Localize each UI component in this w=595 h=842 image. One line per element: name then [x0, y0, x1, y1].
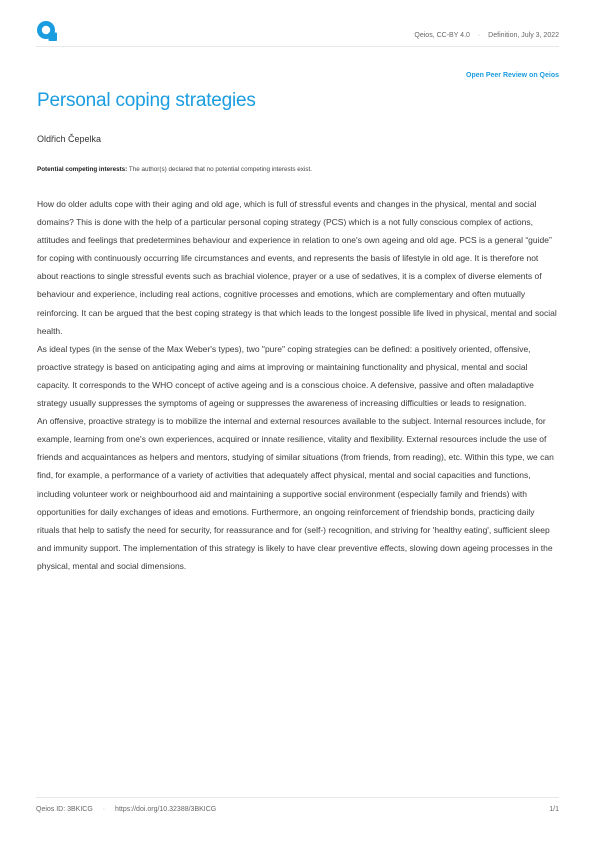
page-footer	[36, 806, 559, 813]
competing-interests-text: The author(s) declared that no potential competing interests exist.	[128, 166, 312, 173]
qeios-id: Qeios ID: 3BKICG	[36, 806, 93, 813]
article-body	[37, 195, 559, 575]
article-type-date: Definition, July 3, 2022	[488, 32, 559, 39]
article-title: Personal coping strategies	[37, 90, 256, 111]
open-peer-review-link[interactable]: Open Peer Review on Qeios	[466, 72, 559, 79]
footer-divider	[36, 797, 559, 798]
competing-interests-label: Potential competing interests:	[37, 166, 128, 173]
competing-interests	[37, 166, 312, 173]
qeios-logo-icon[interactable]	[36, 20, 58, 42]
author-name[interactable]: Oldřich Čepelka	[37, 134, 102, 144]
body-paragraph: An offensive, proactive strategy is to mobilize the internal and external resources available to the subject. Internal resources include, for example, learning from one's own experiences, acquired or innate resilience, vitality and flexibility. External resources include the use of friends and acquaintances as helpers and mentors, studying of similar situations (from friends, from reading), etc. Within this type, we can find, for example, a performance of a variety of activities that adequately affect physical, mental and social capacities and functions, including volunteer work or neighbourhood aid and maintaining a supportive social environment (especially family and friends) with opportunities for daily exchanges of ideas and emotions. Furthermore, an ongoing reinforcement of friendship bonds, practicing daily rituals that help to satisfy the need for security, for reassurance and for (self-) recognition, and striving for 'healthy eating', sufficient sleep and immunity support. The implementation of this strategy is likely to have clear preventive effects, slowing down ageing processes in the physical, mental and social dimensions.	[37, 416, 554, 571]
doi-link[interactable]: https://doi.org/10.32388/3BKICG	[115, 806, 217, 813]
body-paragraph: As ideal types (in the sense of the Max Weber's types), two "pure" coping strategies can be defined: a positively oriented, offensive, proactive strategy is based on anticipating aging and aims at improving or maintaining functionality and physical, mental and social capacity. It corresponds to the WHO concept of active ageing and is a conscious choice. A defensive, passive and often maladaptive strategy usually suppresses the symptoms of ageing or suppresses the awareness of increasing difficulties or leads to resignation.	[37, 343, 534, 409]
header-divider	[36, 46, 559, 47]
header-meta	[414, 32, 559, 39]
page-number: 1/1	[549, 806, 559, 813]
body-paragraph: How do older adults cope with their aging and old age, which is full of stressful events and changes in the physical, mental and social domains? This is done with the help of a particular personal coping strategy (PCS) which is a not fully conscious complex of actions, attitudes and feelings that predetermines behaviour and experience in relation to one's own ageing and old age. PCS is a general “guide” for coping with continuously occurring life circumstances and events, and represents the basis of lifestyle in old age. It is therefore not about reactions to single stressful events such as brachial violence, prayer or a use of sedatives, it is a complex of diverse elements of behaviour and experience, including real actions, cognitive processes and emotions, which are complementary and often mutually reinforcing. It can be argued that the best coping strategy is that which leads to the longest possible life lived in physical, mental and social health.	[37, 199, 557, 336]
header-separator: ·	[477, 32, 481, 39]
publisher-license: Qeios, CC-BY 4.0	[414, 32, 470, 39]
footer-separator: ·	[102, 806, 106, 813]
